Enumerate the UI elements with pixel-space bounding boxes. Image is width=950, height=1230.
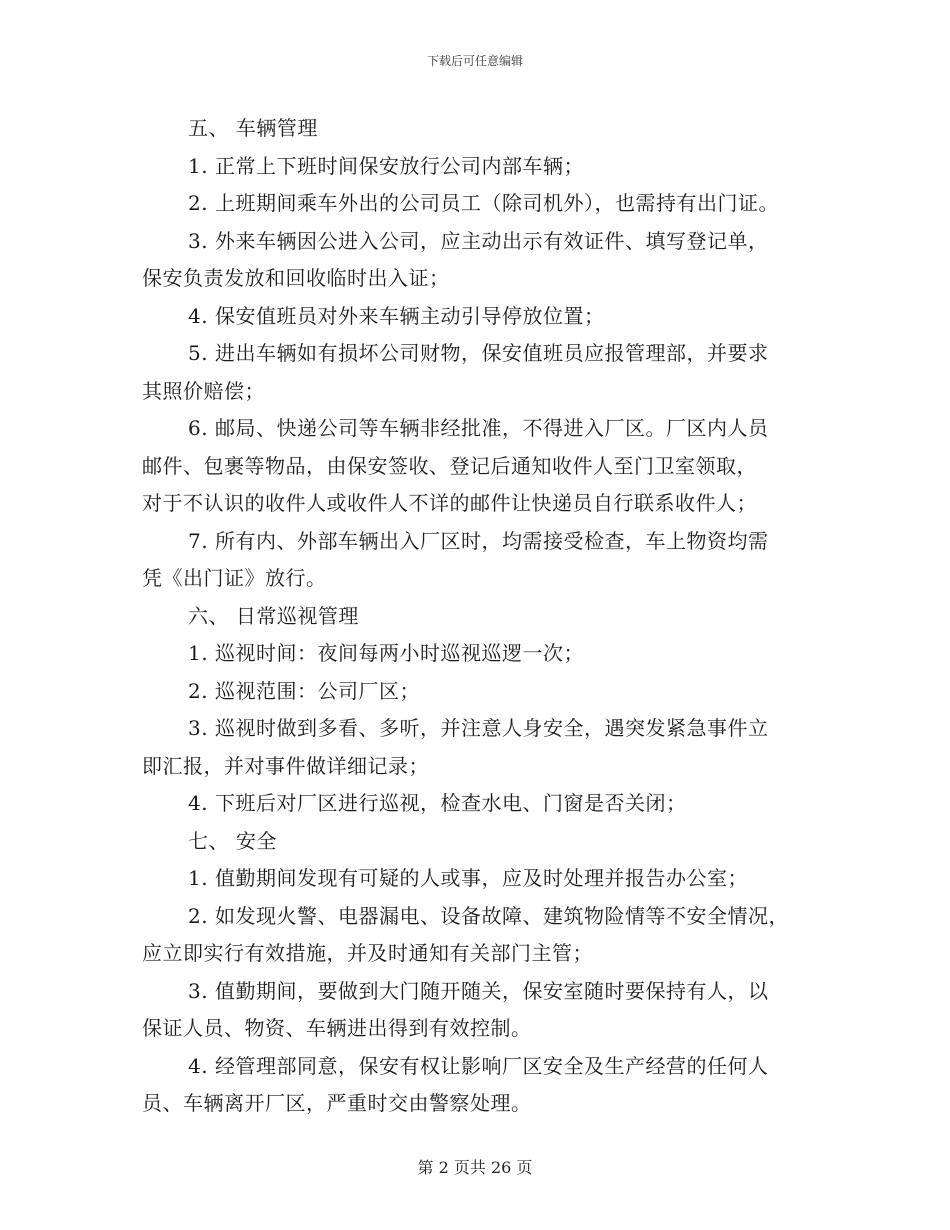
section-heading: 五、 车辆管理 — [188, 116, 318, 140]
paragraph-line: 1. 正常上下班时间保安放行公司内部车辆； — [188, 153, 584, 178]
paragraph-line: 4. 保安值班员对外来车辆主动引导停放位置； — [188, 303, 605, 328]
paragraph-line: 7. 所有内、外部车辆出入厂区时，均需接受检查，车上物资均需 — [188, 528, 769, 553]
paragraph-line: 保安负责发放和回收临时出入证； — [142, 266, 450, 290]
paragraph-line: 即汇报，并对事件做详细记录； — [142, 753, 429, 778]
paragraph-line: 6. 邮局、快递公司等车辆非经批准，不得进入厂区。厂区内人员 — [188, 416, 769, 440]
paragraph-line: 应立即实行有效措施，并及时通知有关部门主管； — [142, 941, 593, 965]
page-number-footer: 第 2 页共 26 页 — [417, 1158, 533, 1177]
section-heading: 七、 安全 — [188, 828, 277, 853]
paragraph-line: 2. 如发现火警、电器漏电、设备故障、建筑物险情等不安全情况， — [188, 903, 789, 928]
paragraph-line: 对于不认识的收件人或收件人不详的邮件让快递员自行联系收件人； — [142, 491, 757, 515]
paragraph-line: 3. 外来车辆因公进入公司，应主动出示有效证件、填写登记单， — [188, 228, 769, 253]
paragraph-line: 4. 经管理部同意，保安有权让影响厂区安全及生产经营的任何人 — [188, 1053, 769, 1078]
page-header: 下载后可任意编辑 — [426, 54, 523, 68]
paragraph-line: 2. 上班期间乘车外出的公司员工（除司机外），也需持有出门证。 — [188, 191, 779, 215]
paragraph-line: 1. 值勤期间发现有可疑的人或事，应及时处理并报告办公室； — [188, 866, 748, 890]
paragraph-line: 3. 值勤期间，要做到大门随开随关，保安室随时要保持有人，以 — [188, 978, 769, 1003]
paragraph-line: 凭《出门证》放行。 — [142, 566, 327, 590]
section-heading: 六、 日常巡视管理 — [188, 603, 359, 628]
paragraph-line: 保证人员、物资、车辆进出得到有效控制。 — [142, 1016, 532, 1040]
paragraph-line: 邮件、包裹等物品，由保安签收、登记后通知收件人至门卫室领取， — [142, 453, 757, 478]
paragraph-line: 3. 巡视时做到多看、多听，并注意人身安全，遇突发紧急事件立 — [188, 716, 769, 740]
paragraph-line: 4. 下班后对厂区进行巡视，检查水电、门窗是否关闭； — [188, 791, 687, 815]
paragraph-line: 2. 巡视范围：公司厂区； — [188, 678, 420, 703]
paragraph-line: 其照价赔偿； — [142, 378, 265, 403]
paragraph-line: 5. 进出车辆如有损坏公司财物，保安值班员应报管理部，并要求 — [188, 341, 769, 365]
document-body — [142, 110, 812, 1123]
paragraph-line: 1. 巡视时间：夜间每两小时巡视巡逻一次； — [188, 641, 584, 665]
paragraph-line: 员、车辆离开厂区，严重时交由警察处理。 — [142, 1091, 532, 1115]
